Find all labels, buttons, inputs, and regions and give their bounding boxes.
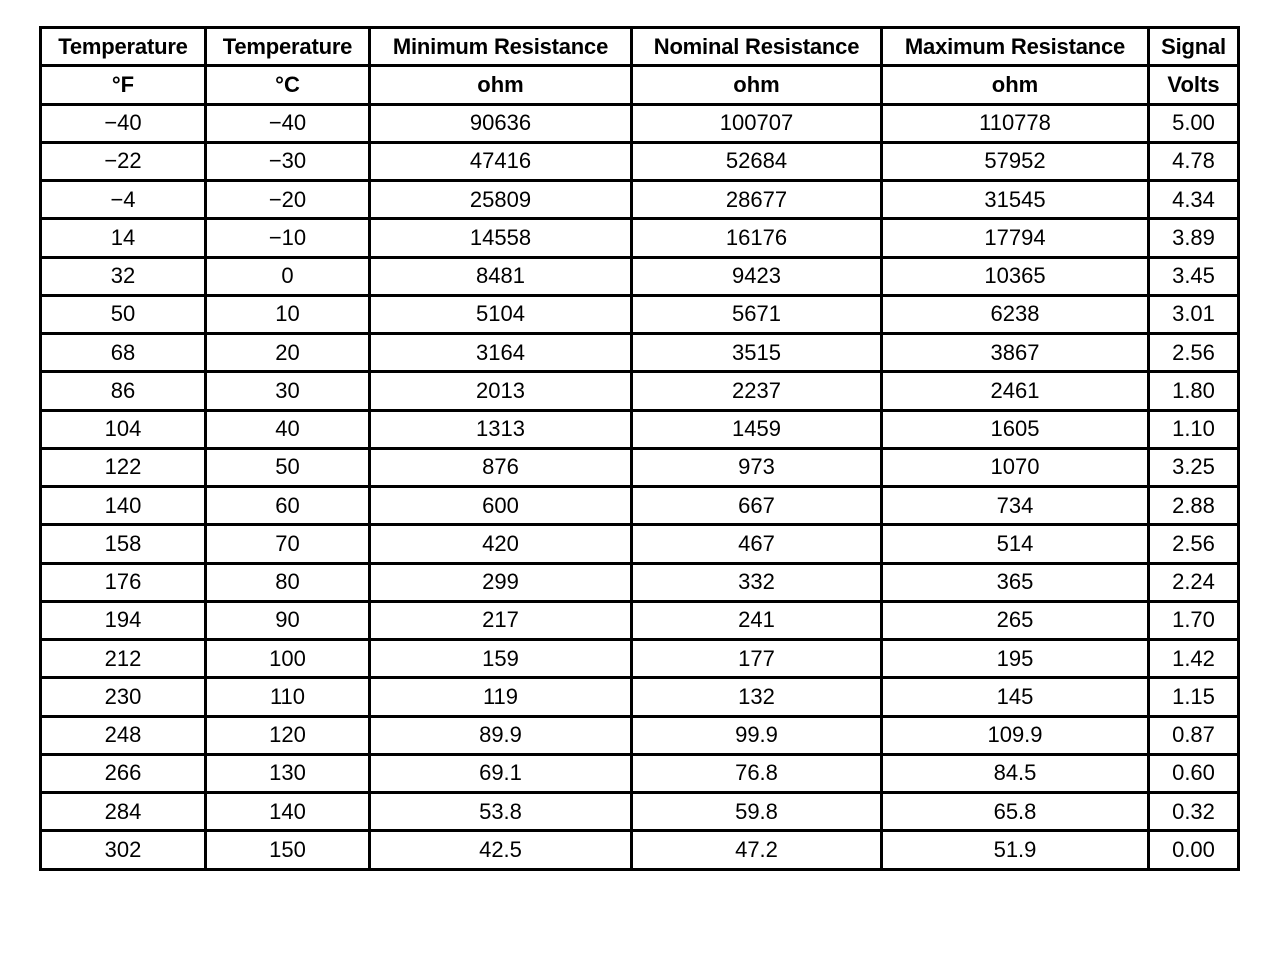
cell-temp-f: 284 xyxy=(41,793,206,831)
table-row xyxy=(41,448,1239,486)
cell-signal-volts: 0.60 xyxy=(1149,754,1239,792)
cell-temp-f: 50 xyxy=(41,295,206,333)
cell-max-resistance: 1605 xyxy=(882,410,1149,448)
header-signal: Signal xyxy=(1149,28,1239,66)
header-maximum-resistance: Maximum Resistance xyxy=(882,28,1149,66)
unit-nominal-ohm: ohm xyxy=(632,66,882,104)
cell-temp-c: 130 xyxy=(206,754,370,792)
cell-temp-c: −30 xyxy=(206,142,370,180)
cell-max-resistance: 10365 xyxy=(882,257,1149,295)
header-row-names xyxy=(41,28,1239,66)
cell-signal-volts: 1.15 xyxy=(1149,678,1239,716)
table-row xyxy=(41,716,1239,754)
cell-signal-volts: 4.34 xyxy=(1149,181,1239,219)
cell-min-resistance: 53.8 xyxy=(370,793,632,831)
cell-signal-volts: 2.24 xyxy=(1149,563,1239,601)
cell-nominal-resistance: 467 xyxy=(632,525,882,563)
cell-temp-f: 266 xyxy=(41,754,206,792)
table-row xyxy=(41,525,1239,563)
cell-max-resistance: 84.5 xyxy=(882,754,1149,792)
cell-temp-c: 20 xyxy=(206,334,370,372)
table-row xyxy=(41,295,1239,333)
cell-signal-volts: 3.01 xyxy=(1149,295,1239,333)
cell-min-resistance: 119 xyxy=(370,678,632,716)
cell-signal-volts: 5.00 xyxy=(1149,104,1239,142)
cell-temp-f: 302 xyxy=(41,831,206,869)
cell-min-resistance: 8481 xyxy=(370,257,632,295)
cell-nominal-resistance: 99.9 xyxy=(632,716,882,754)
cell-nominal-resistance: 2237 xyxy=(632,372,882,410)
cell-nominal-resistance: 9423 xyxy=(632,257,882,295)
unit-min-ohm: ohm xyxy=(370,66,632,104)
cell-signal-volts: 0.00 xyxy=(1149,831,1239,869)
cell-temp-c: 110 xyxy=(206,678,370,716)
cell-temp-f: −40 xyxy=(41,104,206,142)
cell-temp-f: 176 xyxy=(41,563,206,601)
cell-temp-f: 104 xyxy=(41,410,206,448)
table-row xyxy=(41,754,1239,792)
cell-signal-volts: 3.89 xyxy=(1149,219,1239,257)
cell-max-resistance: 51.9 xyxy=(882,831,1149,869)
cell-temp-f: 68 xyxy=(41,334,206,372)
header-nominal-resistance: Nominal Resistance xyxy=(632,28,882,66)
cell-max-resistance: 365 xyxy=(882,563,1149,601)
cell-min-resistance: 47416 xyxy=(370,142,632,180)
cell-temp-f: 86 xyxy=(41,372,206,410)
cell-max-resistance: 6238 xyxy=(882,295,1149,333)
cell-temp-f: 230 xyxy=(41,678,206,716)
cell-signal-volts: 1.70 xyxy=(1149,601,1239,639)
cell-nominal-resistance: 28677 xyxy=(632,181,882,219)
header-temperature-f: Temperature xyxy=(41,28,206,66)
cell-max-resistance: 109.9 xyxy=(882,716,1149,754)
cell-temp-f: 32 xyxy=(41,257,206,295)
cell-signal-volts: 0.87 xyxy=(1149,716,1239,754)
cell-min-resistance: 299 xyxy=(370,563,632,601)
cell-max-resistance: 57952 xyxy=(882,142,1149,180)
cell-max-resistance: 31545 xyxy=(882,181,1149,219)
cell-nominal-resistance: 667 xyxy=(632,487,882,525)
cell-temp-c: 80 xyxy=(206,563,370,601)
cell-min-resistance: 159 xyxy=(370,640,632,678)
cell-temp-c: 40 xyxy=(206,410,370,448)
unit-fahrenheit: °F xyxy=(41,66,206,104)
cell-temp-f: 158 xyxy=(41,525,206,563)
table-row xyxy=(41,831,1239,869)
cell-signal-volts: 3.45 xyxy=(1149,257,1239,295)
cell-nominal-resistance: 132 xyxy=(632,678,882,716)
cell-min-resistance: 2013 xyxy=(370,372,632,410)
table-row xyxy=(41,410,1239,448)
cell-temp-c: −40 xyxy=(206,104,370,142)
resistance-table xyxy=(39,26,1240,871)
cell-temp-c: 90 xyxy=(206,601,370,639)
unit-celsius: °C xyxy=(206,66,370,104)
cell-max-resistance: 195 xyxy=(882,640,1149,678)
cell-min-resistance: 90636 xyxy=(370,104,632,142)
cell-temp-c: 0 xyxy=(206,257,370,295)
cell-nominal-resistance: 973 xyxy=(632,448,882,486)
cell-min-resistance: 89.9 xyxy=(370,716,632,754)
cell-temp-c: −10 xyxy=(206,219,370,257)
cell-nominal-resistance: 59.8 xyxy=(632,793,882,831)
table-row xyxy=(41,640,1239,678)
cell-temp-f: 140 xyxy=(41,487,206,525)
cell-min-resistance: 3164 xyxy=(370,334,632,372)
cell-signal-volts: 2.56 xyxy=(1149,525,1239,563)
unit-max-ohm: ohm xyxy=(882,66,1149,104)
cell-nominal-resistance: 332 xyxy=(632,563,882,601)
cell-nominal-resistance: 52684 xyxy=(632,142,882,180)
cell-max-resistance: 65.8 xyxy=(882,793,1149,831)
cell-nominal-resistance: 76.8 xyxy=(632,754,882,792)
unit-volts: Volts xyxy=(1149,66,1239,104)
table-row xyxy=(41,257,1239,295)
cell-signal-volts: 2.56 xyxy=(1149,334,1239,372)
cell-temp-c: 50 xyxy=(206,448,370,486)
cell-signal-volts: 4.78 xyxy=(1149,142,1239,180)
cell-signal-volts: 1.10 xyxy=(1149,410,1239,448)
cell-max-resistance: 2461 xyxy=(882,372,1149,410)
cell-min-resistance: 25809 xyxy=(370,181,632,219)
table-row xyxy=(41,678,1239,716)
cell-min-resistance: 42.5 xyxy=(370,831,632,869)
table-row xyxy=(41,181,1239,219)
cell-max-resistance: 17794 xyxy=(882,219,1149,257)
header-minimum-resistance: Minimum Resistance xyxy=(370,28,632,66)
cell-temp-c: 120 xyxy=(206,716,370,754)
cell-min-resistance: 5104 xyxy=(370,295,632,333)
cell-temp-f: −4 xyxy=(41,181,206,219)
cell-temp-c: 10 xyxy=(206,295,370,333)
cell-temp-f: 248 xyxy=(41,716,206,754)
cell-min-resistance: 600 xyxy=(370,487,632,525)
cell-temp-c: −20 xyxy=(206,181,370,219)
cell-temp-f: 122 xyxy=(41,448,206,486)
table-row xyxy=(41,334,1239,372)
cell-temp-f: −22 xyxy=(41,142,206,180)
table-header xyxy=(41,28,1239,105)
table-row xyxy=(41,563,1239,601)
cell-signal-volts: 0.32 xyxy=(1149,793,1239,831)
cell-min-resistance: 69.1 xyxy=(370,754,632,792)
cell-temp-c: 70 xyxy=(206,525,370,563)
cell-temp-c: 60 xyxy=(206,487,370,525)
table-row xyxy=(41,372,1239,410)
cell-nominal-resistance: 3515 xyxy=(632,334,882,372)
cell-nominal-resistance: 1459 xyxy=(632,410,882,448)
cell-min-resistance: 14558 xyxy=(370,219,632,257)
header-temperature-c: Temperature xyxy=(206,28,370,66)
cell-nominal-resistance: 16176 xyxy=(632,219,882,257)
cell-max-resistance: 1070 xyxy=(882,448,1149,486)
table-row xyxy=(41,601,1239,639)
cell-min-resistance: 217 xyxy=(370,601,632,639)
cell-signal-volts: 1.80 xyxy=(1149,372,1239,410)
cell-nominal-resistance: 241 xyxy=(632,601,882,639)
cell-temp-f: 212 xyxy=(41,640,206,678)
cell-nominal-resistance: 5671 xyxy=(632,295,882,333)
cell-signal-volts: 2.88 xyxy=(1149,487,1239,525)
cell-max-resistance: 265 xyxy=(882,601,1149,639)
cell-temp-c: 100 xyxy=(206,640,370,678)
cell-temp-f: 14 xyxy=(41,219,206,257)
cell-max-resistance: 514 xyxy=(882,525,1149,563)
cell-nominal-resistance: 177 xyxy=(632,640,882,678)
cell-signal-volts: 3.25 xyxy=(1149,448,1239,486)
table-row xyxy=(41,104,1239,142)
cell-temp-c: 30 xyxy=(206,372,370,410)
cell-max-resistance: 110778 xyxy=(882,104,1149,142)
cell-signal-volts: 1.42 xyxy=(1149,640,1239,678)
table-row xyxy=(41,219,1239,257)
table-row xyxy=(41,142,1239,180)
cell-nominal-resistance: 100707 xyxy=(632,104,882,142)
cell-temp-c: 150 xyxy=(206,831,370,869)
cell-temp-c: 140 xyxy=(206,793,370,831)
cell-max-resistance: 3867 xyxy=(882,334,1149,372)
table-row xyxy=(41,793,1239,831)
table-body xyxy=(41,104,1239,869)
table-row xyxy=(41,487,1239,525)
cell-min-resistance: 876 xyxy=(370,448,632,486)
cell-max-resistance: 734 xyxy=(882,487,1149,525)
cell-min-resistance: 1313 xyxy=(370,410,632,448)
cell-max-resistance: 145 xyxy=(882,678,1149,716)
cell-nominal-resistance: 47.2 xyxy=(632,831,882,869)
cell-temp-f: 194 xyxy=(41,601,206,639)
header-row-units xyxy=(41,66,1239,104)
cell-min-resistance: 420 xyxy=(370,525,632,563)
